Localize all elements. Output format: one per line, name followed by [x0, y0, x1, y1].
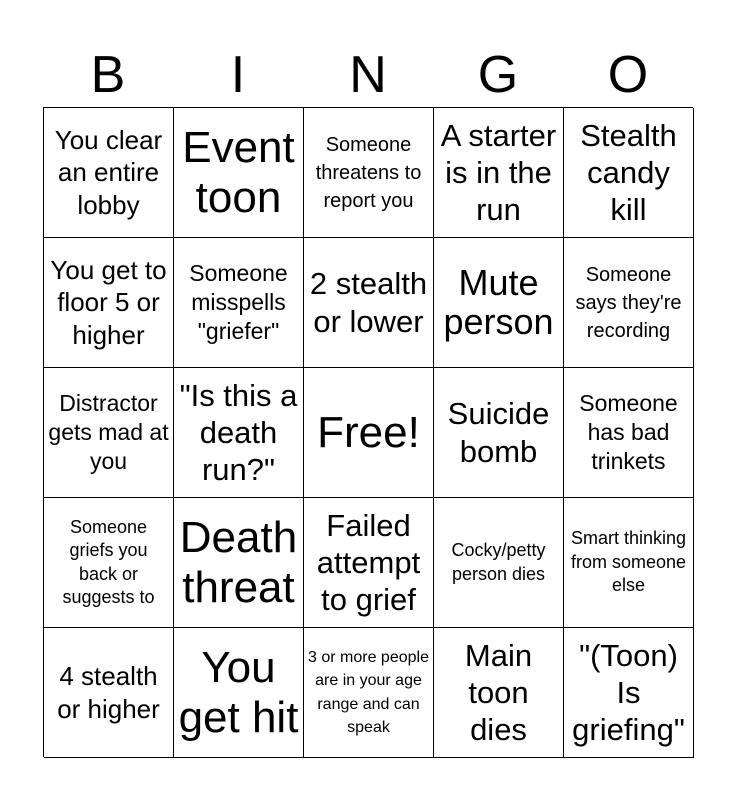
- cell-label: Someone has bad trinkets: [579, 390, 678, 474]
- cell-label: 2 stealth or lower: [309, 266, 428, 339]
- cell-label: "Is this a death run?": [179, 377, 298, 488]
- header-letter-n: N: [349, 46, 387, 104]
- cell-label: 4 stealth or higher: [57, 661, 160, 724]
- bingo-cell[interactable]: [564, 238, 694, 368]
- header-letter-b: B: [90, 46, 126, 104]
- header-letter-g: G: [477, 46, 519, 104]
- cell-label: Someone misspells "griefer": [189, 260, 288, 344]
- bingo-cell[interactable]: [564, 368, 694, 498]
- cell-label: Smart thinking from someone else: [570, 528, 687, 596]
- bingo-cell[interactable]: [564, 108, 694, 238]
- bingo-cell[interactable]: [564, 498, 694, 628]
- bingo-cell[interactable]: [304, 238, 434, 368]
- bingo-cell[interactable]: [434, 368, 564, 498]
- cell-label: You clear an entire lobby: [54, 124, 163, 220]
- cell-label: Someone says they're recording: [575, 263, 682, 342]
- cell-label: Distractor gets mad at you: [48, 390, 169, 474]
- bingo-cell[interactable]: [564, 628, 694, 758]
- bingo-cell[interactable]: [434, 238, 564, 368]
- cell-label: Someone griefs you back or suggests to: [62, 516, 155, 607]
- bingo-cell[interactable]: [44, 628, 174, 758]
- cell-label: Event toon: [182, 123, 295, 222]
- bingo-cell[interactable]: [434, 628, 564, 758]
- bingo-cell[interactable]: [174, 628, 304, 758]
- bingo-board: [43, 107, 693, 757]
- bingo-cell[interactable]: [434, 498, 564, 628]
- bingo-cell[interactable]: [434, 108, 564, 238]
- bingo-cell[interactable]: [174, 498, 304, 628]
- cell-label: You get hit: [178, 643, 299, 742]
- header-letter-i: I: [230, 46, 246, 104]
- bingo-cell[interactable]: [44, 368, 174, 498]
- header-letter-o: O: [607, 46, 649, 104]
- bingo-cell[interactable]: [174, 108, 304, 238]
- bingo-cell[interactable]: [44, 238, 174, 368]
- cell-label: "(Toon) Is griefing": [572, 637, 685, 748]
- cell-label: Mute person: [443, 261, 554, 342]
- cell-label: Someone threatens to report you: [315, 133, 422, 212]
- bingo-cell[interactable]: [174, 238, 304, 368]
- cell-label: Death threat: [179, 513, 298, 612]
- bingo-cell[interactable]: [174, 368, 304, 498]
- cell-label: Main toon dies: [464, 637, 533, 748]
- free-space-cell[interactable]: [304, 368, 434, 498]
- bingo-cell[interactable]: [44, 498, 174, 628]
- cell-label: 3 or more people are in your age range and can speak: [308, 649, 429, 736]
- bingo-cell[interactable]: [304, 108, 434, 238]
- cell-label: You get to floor 5 or higher: [50, 254, 167, 350]
- bingo-header: [43, 44, 693, 106]
- cell-label: Failed attempt to grief: [316, 507, 421, 618]
- free-space-label: Free!: [317, 407, 420, 457]
- bingo-cell[interactable]: [304, 498, 434, 628]
- cell-label: Stealth candy kill: [580, 117, 677, 228]
- cell-label: A starter is in the run: [440, 117, 557, 228]
- bingo-cell[interactable]: [304, 628, 434, 758]
- bingo-cell[interactable]: [44, 108, 174, 238]
- cell-label: Suicide bomb: [447, 396, 550, 469]
- cell-label: Cocky/petty person dies: [451, 540, 546, 584]
